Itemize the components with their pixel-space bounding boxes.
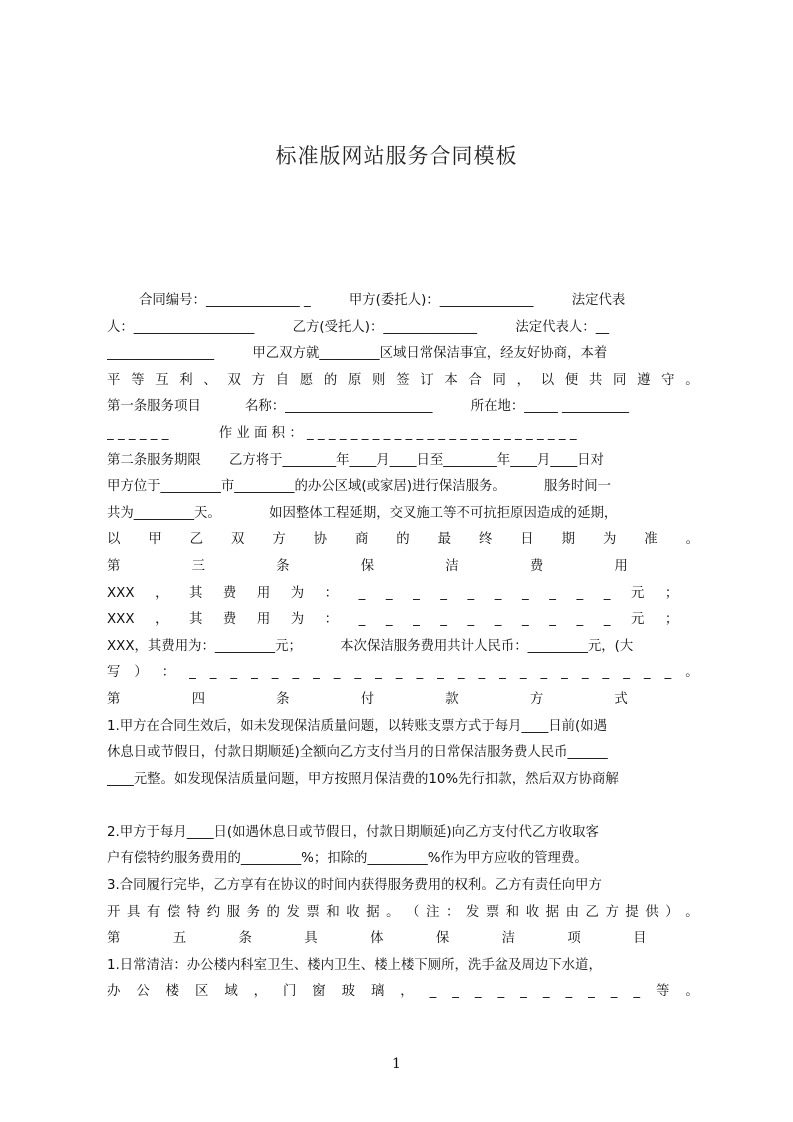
- line-article-1: [107, 394, 699, 421]
- payment-clause-1-line-3: ____元整。如发现保洁质量问题，甲方按照月保洁费的10%先行扣款，然后双方协商解: [107, 771, 619, 787]
- party-b-field: 乙方(受托人)：______________: [292, 319, 478, 335]
- fee-item-3: [107, 634, 699, 661]
- line-article-2: [107, 448, 699, 475]
- line-work-area: [107, 421, 699, 448]
- line-service-days: [107, 501, 699, 528]
- payment-clause-2-line-2: 户有偿特约服务费用的_________%；扣除的_________%作为甲方应收的管理费。: [107, 851, 588, 867]
- paragraph-gap: [107, 793, 699, 820]
- service-location-text: 甲方位于_________市_________的办公区域(或家居)进行保洁服务。: [107, 479, 506, 495]
- line-service-location: [107, 474, 699, 501]
- preamble-text: 甲乙双方就_________区域日常保洁事宜，经友好协商，本着: [252, 346, 608, 362]
- contract-number-field: 合同编号：______________ _: [139, 293, 311, 308]
- payment-clause-1-line-1: 1.甲方在合同生效后，如未发现保洁质量问题，以转账支票方式于每月____日前(如遇: [107, 718, 608, 734]
- location-field: 所在地：_____ __________: [470, 399, 629, 415]
- line-preamble-cont: 平 等 互 利 、 双 方 自 愿 的 原 则 签 订 本 合 同 ， 以 便 共 同 遵 守 。: [107, 372, 699, 388]
- legal-rep-a-label: 法定代表: [571, 293, 626, 308]
- legal-rep-a-field: 人：__________________: [107, 319, 255, 335]
- article-5-heading: 第 五 条 具 体 保 洁 项 目: [107, 931, 647, 947]
- payment-clause-1-line-2: 休息日或节假日，付款日期顺延)全额向乙方支付当月的日常保洁服务费人民币______: [107, 745, 608, 761]
- service-period-text: 乙方将于________年____月____日至________年____月____日对: [229, 452, 604, 468]
- payment-clause-3-line-1: 3.合同履行完毕，乙方享有在协议的时间内获得服务费用的权利。乙方有责任向甲方: [107, 878, 602, 894]
- legal-rep-b-field: 法定代表人：__: [515, 319, 610, 335]
- fee-item-3-text: XXX，其费用为：_________元；: [107, 638, 302, 654]
- legal-rep-b-blank: ________________: [107, 346, 215, 362]
- article-2-heading: 第二条服务期限: [107, 452, 201, 468]
- work-area-field: 作 业 面 积 ： _ _ _ _ _ _ _ _ _ _ _ _ _ _ _ _ _ _ _ _ _ _ _ _ _: [218, 425, 577, 441]
- cleaning-item-1-line-2: 办 公 楼 区 域 ， 门 窗 玻 璃 ， _ _ _ _ _ _ _ _ _ _ 等 。: [107, 984, 699, 1000]
- page-number: 1: [392, 1056, 401, 1072]
- payment-clause-2-line-1: 2.甲方于每月____日(如遇休息日或节假日，付款日期顺延)向乙方支付代乙方收取客: [107, 824, 599, 840]
- line-contract-number: [107, 288, 699, 315]
- delay-clause: 如因整体工程延期，交叉施工等不可抗拒原因造成的延期，: [269, 505, 618, 521]
- article-3-heading: 第 三 条 保 洁 费 用: [107, 558, 628, 574]
- location-blank: _ _ _ _ _ _: [107, 425, 169, 441]
- article-1-heading: 第一条服务项目: [107, 399, 201, 415]
- total-fee-capital: 写 ） ： _ _ _ _ _ _ _ _ _ _ _ _ _ _ _ _ _ _ _ _ _ _ _ _ 。: [107, 665, 699, 681]
- service-time-label: 服务时间一: [544, 479, 611, 495]
- fee-item-1: XXX ， 其 费 用 为 ： _ _ _ _ _ _ _ _ _ _ 元 ；: [107, 585, 679, 601]
- contract-body: [107, 288, 699, 1006]
- article-4-heading: 第 四 条 付 款 方 式: [107, 691, 628, 707]
- payment-clause-3-line-2: 开 具 有 偿 特 约 服 务 的 发 票 和 收 据 。 （ 注 ： 发 票 和 收 据 由 乙 方 提 供 ） 。: [107, 904, 699, 920]
- line-final-date: 以 甲 乙 双 方 协 商 的 最 终 日 期 为 准 。: [107, 532, 699, 548]
- cleaning-item-1-line-1: 1.日常清洁：办公楼内科室卫生、楼内卫生、楼上楼下厕所，洗手盆及周边下水道，: [107, 957, 602, 973]
- line-preamble: [107, 341, 699, 368]
- service-days-field: 共为_________天。: [107, 505, 221, 521]
- document-title: 标准版网站服务合同模板: [275, 144, 518, 168]
- line-party-b: [107, 315, 699, 342]
- service-name-field: 名称：______________________: [245, 399, 433, 415]
- fee-item-2: XXX ， 其 费 用 为 ： _ _ _ _ _ _ _ _ _ _ 元 ；: [107, 612, 679, 628]
- total-fee-text: 本次保洁服务费用共计人民币：_________元，(大: [340, 638, 634, 654]
- party-a-field: 甲方(委托人)：______________: [348, 293, 534, 308]
